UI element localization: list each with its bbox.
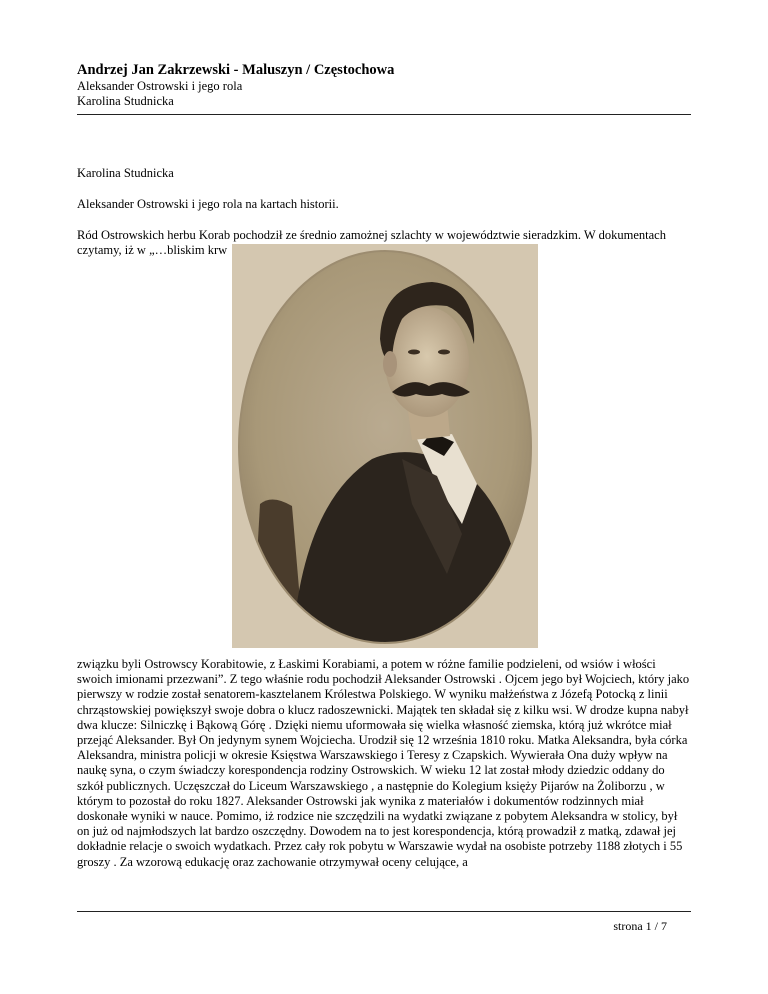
header-divider bbox=[77, 114, 691, 115]
header-subtitle: Aleksander Ostrowski i jego rola bbox=[77, 79, 243, 93]
page-header bbox=[77, 62, 691, 109]
document-title-line: Aleksander Ostrowski i jego rola na kartach historii. bbox=[77, 197, 339, 211]
page-number: strona 1 / 7 bbox=[613, 919, 667, 933]
portrait-photo bbox=[232, 244, 538, 648]
header-title: Andrzej Jan Zakrzewski - Maluszyn / Częstochowa bbox=[77, 62, 395, 78]
header-author: Karolina Studnicka bbox=[77, 94, 174, 108]
intro-paragraph: Ród Ostrowskich herbu Korab pochodził ze średnio zamożnej szlachty w województwie sieradzkim. W dokumentach czytamy, iż w „…bliskim krw bbox=[77, 228, 666, 258]
author-line: Karolina Studnicka bbox=[77, 166, 174, 180]
footer-divider bbox=[77, 911, 691, 912]
main-paragraph: związku byli Ostrowscy Korabitowie, z Łaskimi Korabiami, a potem w różne familie podzieleni, od wsiów i włości swoich imionami przezwani”. Z tego właśnie rodu pochodził Aleksander Ostrowski . Ojcem jego był Wojciech, który jako pierwszy w rodzie został senatorem-kasztelanem Królestwa Polskiego. W wyniku małżeństwa z Józefą Potocką z linii chrząstowskiej powiększył swoje dobra o klucz radoszewnicki. Majątek ten składał się z kilku wsi. W drodze kupna nabył dwa klucze: Silniczkę i Bąkową Górę . Dzięki niemu uformowała się wielka własność ziemska, którą już wkrótce miał przejąć Aleksander. Był On jedynym synem Wojciecha. Urodził się 12 września 1810 roku. Matka Aleksandra, była córka Aleksandra, ministra policji w okresie Księstwa Warszawskiego i Teresy z Czapskich. Wywierała Ona duży wpływ na naukę syna, o czym świadczy korespondencja rodziny Ostrowskich. W wieku 12 lat został młody dziedzic oddany do szkół publicznych. Uczęszczał do Liceum Warszawskiego , a następnie do Kolegium księży Pijarów na Żoliborzu , w którym to pozostał do roku 1827. Aleksander Ostrowski jak wynika z materiałów i dokumentów rodzinnych miał doskonałe wyniki w nauce. Pomimo, iż rodzice nie szczędzili na wydatki związane z pobytem Aleksandra w stolicy, był on już od najmłodszych lat bardzo oszczędny. Dowodem na to jest korespondencja, którą prowadził z matką, zdawał jej dokładnie relacje o swoich wydatkach. Przez cały rok pobytu w Warszawie wydał na osobiste potrzeby 1188 złotych i 55 groszy . Za wzorową edukację oraz zachowanie otrzymywał oceny celujące, a bbox=[77, 657, 690, 869]
